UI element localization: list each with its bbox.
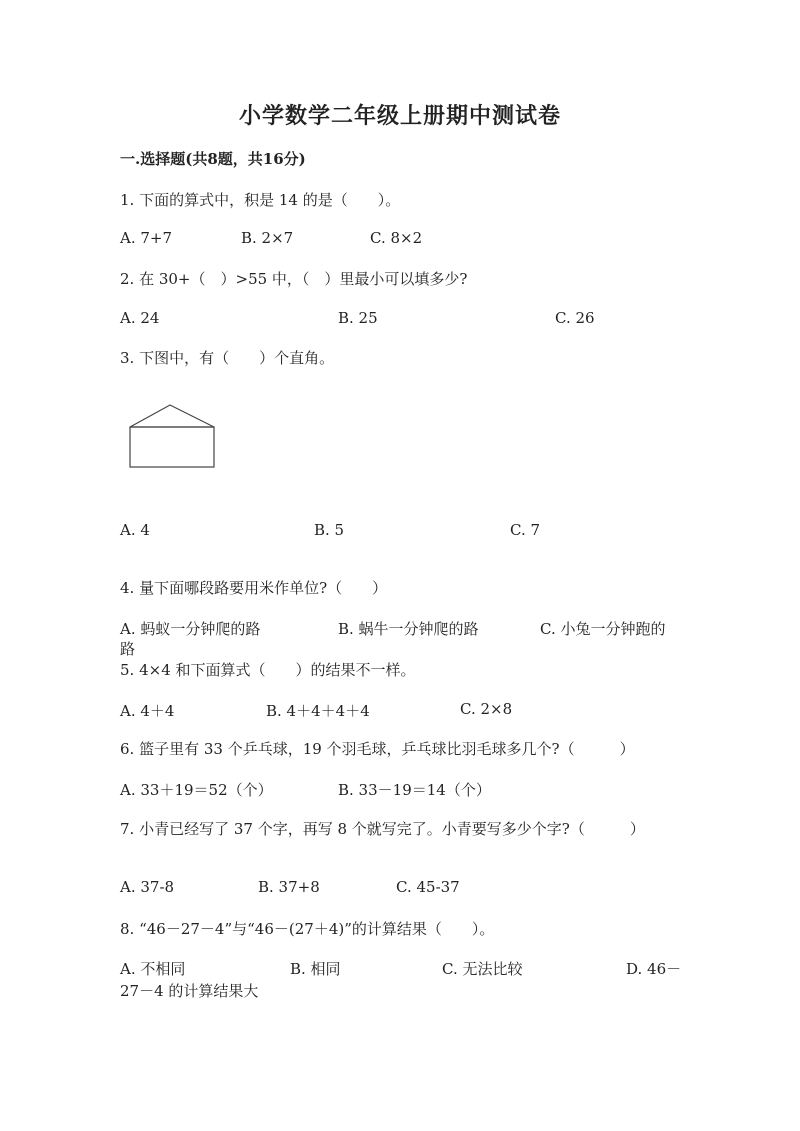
question-7: 7. 小青已经写了 37 个字，再写 8 个就写完了。小青要写多少个字?（ ） bbox=[120, 820, 645, 838]
q2-option-a: A. 24 bbox=[120, 309, 160, 327]
q4-option-b: B. 蜗牛一分钟爬的路 bbox=[338, 620, 479, 638]
q8-option-a: A. 不相同 bbox=[120, 960, 186, 978]
q4-option-a: A. 蚂蚁一分钟爬的路 bbox=[120, 620, 261, 638]
q4-option-c-wrap: 路 bbox=[120, 640, 136, 658]
question-3: 3. 下图中，有（ ）个直角。 bbox=[120, 349, 335, 367]
question-2: 2. 在 30+（ ）>55 中，（ ）里最小可以填多少? bbox=[120, 270, 468, 288]
question-6: 6. 篮子里有 33 个乒乓球，19 个羽毛球，乒乓球比羽毛球多几个?（ ） bbox=[120, 740, 635, 758]
q1-option-c: C. 8×2 bbox=[370, 229, 423, 247]
q1-option-b: B. 2×7 bbox=[241, 229, 294, 247]
q6-option-b: B. 33－19＝14（个） bbox=[338, 781, 491, 799]
q7-option-b: B. 37+8 bbox=[258, 878, 320, 896]
question-1: 1. 下面的算式中，积是 14 的是（ ）。 bbox=[120, 191, 401, 209]
question-8: 8. “46－27－4”与“46－(27＋4)”的计算结果（ ）。 bbox=[120, 920, 495, 938]
q5-option-a: A. 4＋4 bbox=[120, 702, 175, 720]
q8-option-b: B. 相同 bbox=[290, 960, 341, 978]
q3-option-b: B. 5 bbox=[314, 521, 345, 539]
page-title: 小学数学二年级上册期中测试卷 bbox=[238, 103, 561, 129]
q1-option-a: A. 7+7 bbox=[120, 229, 173, 247]
q3-option-c: C. 7 bbox=[510, 521, 541, 539]
section-heading: 一.选择题(共8题，共16分) bbox=[120, 150, 306, 168]
q5-option-c: C. 2×8 bbox=[460, 700, 513, 718]
question-4: 4. 量下面哪段路要用米作单位?（ ） bbox=[120, 579, 388, 597]
q7-option-a: A. 37-8 bbox=[120, 878, 175, 896]
q5-option-b: B. 4＋4＋4＋4 bbox=[266, 702, 370, 720]
q8-option-d: D. 46－ bbox=[626, 960, 682, 978]
question-5: 5. 4×4 和下面算式（ ）的结果不一样。 bbox=[120, 661, 416, 679]
q7-option-c: C. 45-37 bbox=[396, 878, 460, 896]
q8-option-c: C. 无法比较 bbox=[442, 960, 523, 978]
q3-option-a: A. 4 bbox=[120, 521, 150, 539]
rectangle-body bbox=[130, 427, 214, 467]
q2-option-b: B. 25 bbox=[338, 309, 378, 327]
q2-option-c: C. 26 bbox=[555, 309, 595, 327]
triangle-roof bbox=[130, 405, 214, 427]
q8-option-d-wrap: 27－4 的计算结果大 bbox=[120, 982, 259, 1000]
q6-option-a: A. 33＋19＝52（个） bbox=[120, 781, 273, 799]
house-shape-figure bbox=[128, 403, 218, 471]
q4-option-c: C. 小兔一分钟跑的 bbox=[540, 620, 666, 638]
